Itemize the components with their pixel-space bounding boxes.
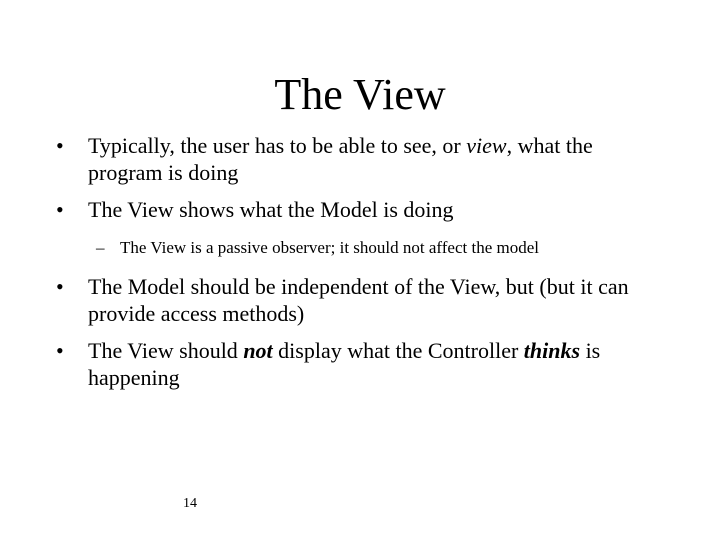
bullet-item	[56, 273, 666, 327]
bullet-text: , what the program is doing	[88, 133, 593, 185]
sub-bullet-text: The View is a passive observer; it should not affect the model	[120, 238, 539, 257]
sub-bullet-marker: –	[96, 238, 105, 257]
sub-bullet-item	[56, 237, 666, 259]
page-number: 14	[183, 496, 197, 511]
bullet-text: display what the Controller	[272, 338, 524, 363]
emphasis-text: thinks	[523, 338, 581, 363]
bullet-text: The View should	[88, 338, 244, 363]
slide-title: The View	[274, 70, 446, 119]
bullet-text: Typically, the user has to be able to see, or	[88, 133, 467, 158]
bullet-item	[56, 132, 666, 186]
bullet-item	[56, 337, 666, 391]
bullet-text: The Model should be independent of the View, but (but it can provide access methods)	[88, 274, 629, 326]
emphasis-text: not	[243, 338, 273, 363]
bullet-marker: •	[56, 274, 64, 299]
emphasis-text: view	[466, 133, 507, 158]
bullet-text: is happening	[88, 338, 601, 390]
bullet-marker: •	[56, 338, 64, 363]
bullet-item	[56, 196, 666, 223]
bullet-text: The View shows what the Model is doing	[88, 197, 454, 222]
bullet-list	[56, 132, 666, 401]
bullet-marker: •	[56, 197, 64, 222]
bullet-marker: •	[56, 133, 64, 158]
